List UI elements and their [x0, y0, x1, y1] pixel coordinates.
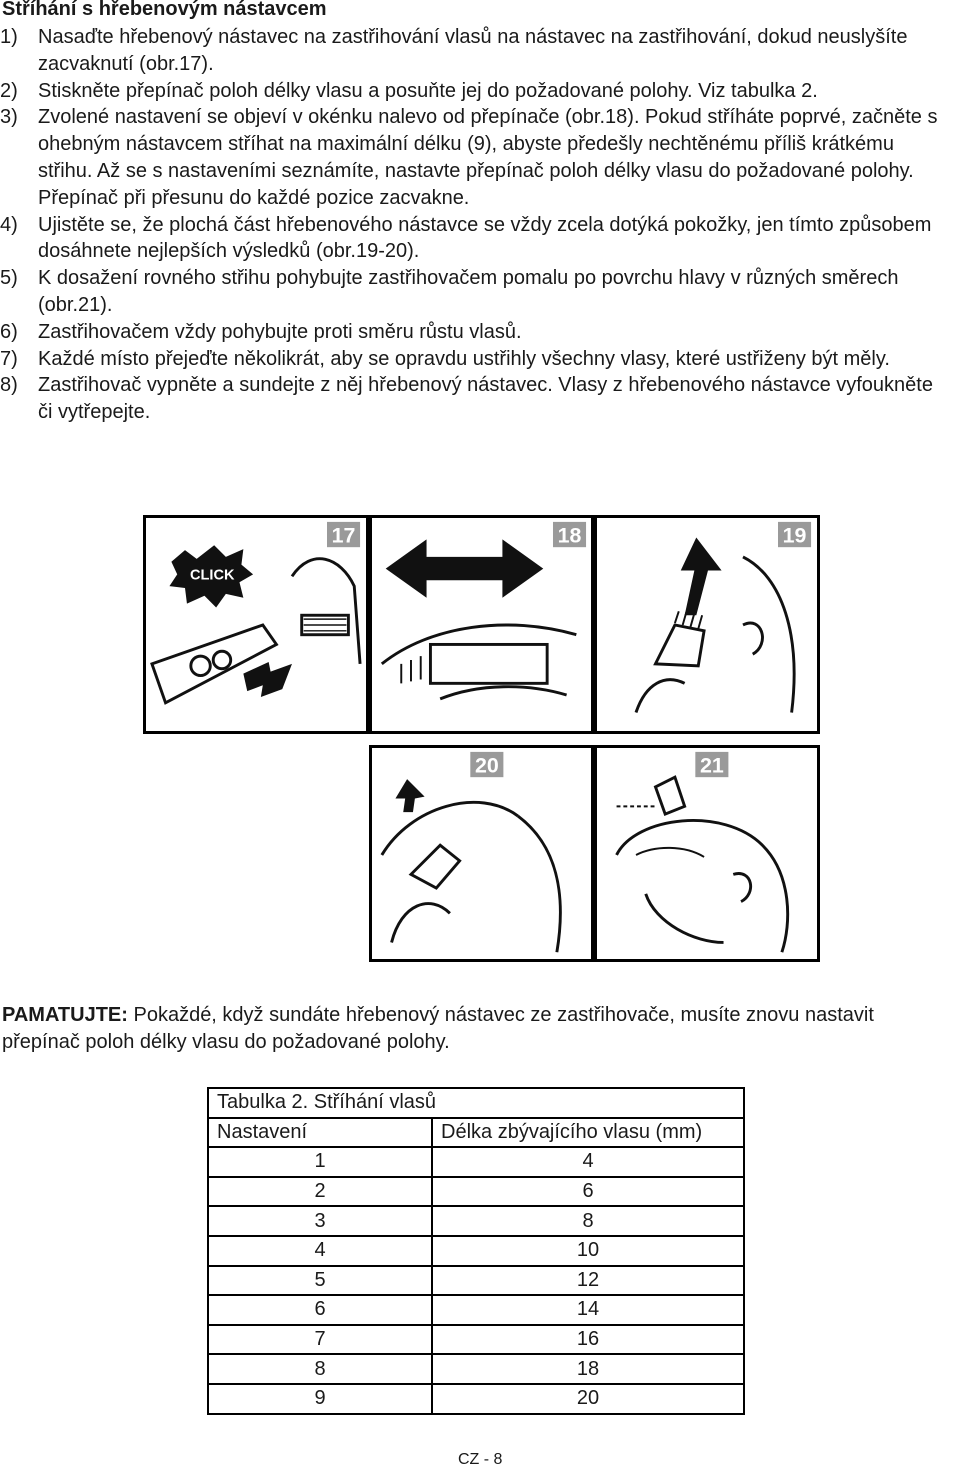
trimming-up-illustration-icon: [597, 518, 817, 731]
step-text: Zvolené nastavení se objeví v okénku nalevo od přepínače (obr.18). Pokud stříháte poprvé, začněte s ohebným nástavcem stříhat na maximální délku (9), abyste předešly nechtěnému příliš krátkému střihu. Až se s nastaveními seznámíte, nastavte přepínač poloh délky vlasu do požadované polohy. Přepínač při přesunu do každé pozice zacvakne.: [38, 106, 938, 209]
figure-number: 20: [474, 753, 499, 778]
click-label: CLICK: [189, 567, 235, 584]
length-cell: 12: [432, 1266, 744, 1296]
trimming-top-illustration-icon: [597, 748, 817, 959]
comb-slide-illustration-icon: [372, 518, 591, 731]
table-row: [208, 1384, 744, 1414]
step-text: Zastřihovačem vždy pohybujte proti směru růstu vlasů.: [38, 320, 522, 343]
figure-number: 17: [331, 523, 356, 548]
settings-table: [207, 1087, 745, 1415]
setting-cell: 4: [208, 1236, 432, 1266]
table-row: [208, 1147, 744, 1177]
reminder-note: [2, 1002, 952, 1056]
step-item: [0, 265, 950, 319]
length-cell: 18: [432, 1354, 744, 1384]
step-number: 4): [0, 213, 18, 236]
step-text: Nasaďte hřebenový nástavec na zastřihování vlasů na nástavec na zastřihování, dokud neuslyšíte zacvaknutí (obr.17).: [38, 26, 908, 75]
figure-20: [369, 745, 594, 962]
setting-cell: 6: [208, 1295, 432, 1325]
step-number: 5): [0, 267, 18, 290]
table-row: [208, 1295, 744, 1325]
length-cell: 14: [432, 1295, 744, 1325]
length-cell: 6: [432, 1177, 744, 1207]
setting-cell: 8: [208, 1354, 432, 1384]
step-text: K dosažení rovného střihu pohybujte zastřihovačem pomalu po povrchu hlavy v různých směrech (obr.21).: [38, 267, 899, 316]
table-caption-row: [208, 1088, 744, 1118]
header-cell: Délka zbývajícího vlasu (mm): [432, 1118, 744, 1148]
length-cell: 16: [432, 1325, 744, 1355]
figure-number: 21: [699, 753, 724, 778]
figure-21: [594, 745, 820, 962]
table-row: [208, 1266, 744, 1296]
step-item: [0, 372, 950, 426]
step-item: [0, 212, 950, 266]
figure-number: 19: [782, 523, 807, 548]
step-item: [0, 24, 950, 78]
step-text: Každé místo přejeďte několikrát, aby se opravdu ustřihly všechny vlasy, které ustřiženy být měly.: [38, 347, 890, 370]
length-cell: 20: [432, 1384, 744, 1414]
step-number: 3): [0, 106, 18, 129]
figure-number: 18: [557, 523, 582, 548]
length-cell: 4: [432, 1147, 744, 1177]
setting-cell: 5: [208, 1266, 432, 1296]
step-item: [0, 319, 950, 346]
step-item: [0, 78, 950, 105]
header-cell: Nastavení: [208, 1118, 432, 1148]
setting-cell: 9: [208, 1384, 432, 1414]
step-number: 7): [0, 347, 18, 370]
length-cell: 8: [432, 1206, 744, 1236]
step-text: Stiskněte přepínač poloh délky vlasu a posuňte jej do požadované polohy. Viz tabulka 2.: [38, 79, 818, 102]
length-cell: 10: [432, 1236, 744, 1266]
note-label: PAMATUJTE:: [2, 1004, 128, 1026]
table-header-row: [208, 1118, 744, 1148]
figure-17: [143, 515, 369, 734]
step-item: [0, 104, 950, 211]
step-item: [0, 346, 950, 373]
note-text: Pokaždé, když sundáte hřebenový nástavec ze zastřihovače, musíte znovu nastavit přepínač poloh délky vlasu do požadované polohy.: [2, 1004, 874, 1053]
setting-cell: 1: [208, 1147, 432, 1177]
setting-cell: 2: [208, 1177, 432, 1207]
trimming-head-illustration-icon: [372, 748, 591, 959]
table-caption: Tabulka 2. Stříhání vlasů: [208, 1088, 744, 1118]
figure-19: [594, 515, 820, 734]
step-number: 1): [0, 26, 18, 48]
setting-cell: 7: [208, 1325, 432, 1355]
figure-18: [369, 515, 594, 734]
step-number: 6): [0, 320, 18, 343]
page-footer: CZ - 8: [458, 1451, 503, 1468]
table-row: [208, 1236, 744, 1266]
step-text: Ujistěte se, že plochá část hřebenového nástavce se vždy zcela dotýká pokožky, jen tímto způsobem dosáhnete nejlepších výsledků (obr.19-20).: [38, 213, 932, 263]
setting-cell: 3: [208, 1206, 432, 1236]
trimmer-attach-illustration-icon: [146, 518, 366, 731]
table-row: [208, 1325, 744, 1355]
table-row: [208, 1354, 744, 1384]
steps-list: [0, 24, 950, 426]
section-heading: Stříhání s hřebenovým nástavcem: [2, 0, 327, 20]
step-number: 2): [0, 79, 18, 102]
table-row: [208, 1206, 744, 1236]
step-number: 8): [0, 374, 18, 397]
step-text: Zastřihovač vypněte a sundejte z něj hřebenový nástavec. Vlasy z hřebenového nástavce vyfoukněte či vytřepejte.: [38, 374, 933, 424]
table-row: [208, 1177, 744, 1207]
